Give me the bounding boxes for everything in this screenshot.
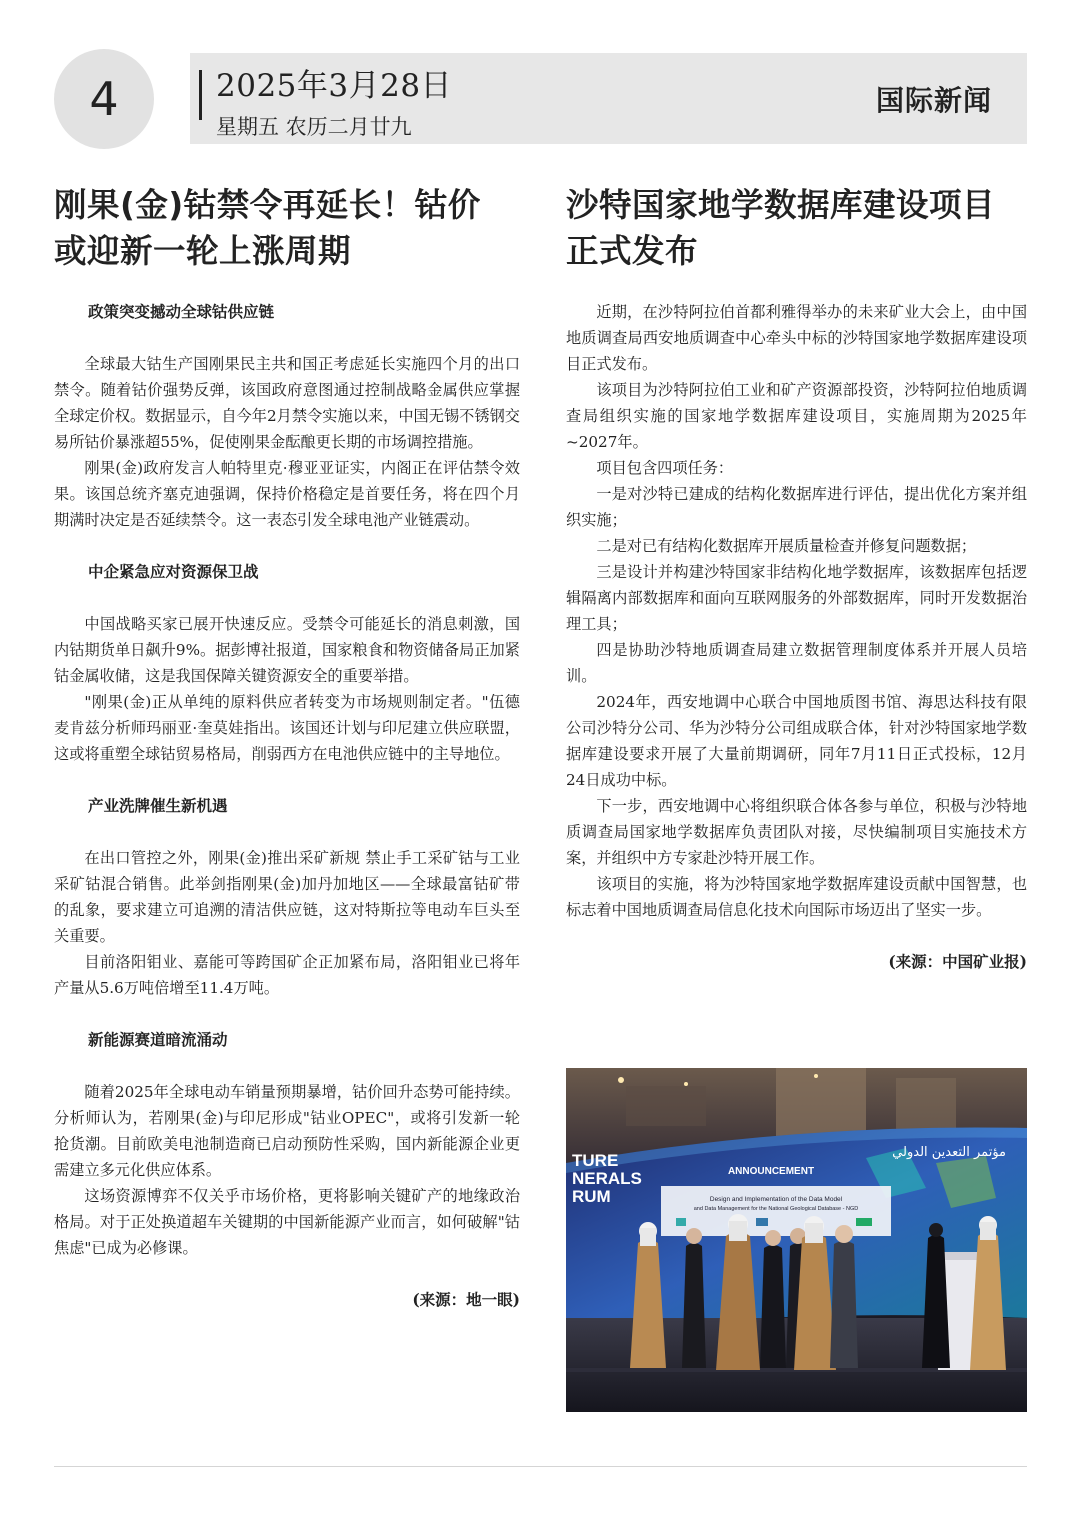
left-article-body xyxy=(54,299,520,1313)
left-article xyxy=(54,182,520,1313)
screen-announcement: ANNOUNCEMENT xyxy=(727,1166,815,1177)
paragraph: 2024年，西安地调中心联合中国地质图书馆、海思达科技有限公司沙特分公司、华为沙特分公司组成联合体，针对沙特国家地学数据库建设要求开展了大量前期调研，同年7月11日正式投标，12月24日成功中标。 xyxy=(566,693,1027,789)
screen-arabic-text: مؤتمر التعدين الدولي xyxy=(892,1145,1006,1160)
event-photo-illustration xyxy=(566,1068,1027,1412)
screen-forum-text-1: TURE xyxy=(572,1151,619,1170)
left-title-line1: 刚果(金)钴禁令再延长！钴价 xyxy=(54,186,481,224)
left-article-title xyxy=(54,182,520,274)
right-article-source: (来源：中国矿业报) xyxy=(888,952,1027,971)
screen-forum-text-3: RUM xyxy=(572,1187,611,1206)
paragraph: 下一步，西安地调中心将组织联合体各参与单位，积极与沙特地质调查局国家地学数据库负责团队对接，尽快编制项目实施技术方案，并组织中方专家赴沙特开展工作。 xyxy=(566,797,1027,867)
footer-rule xyxy=(54,1466,1027,1467)
page-number: 4 xyxy=(54,49,154,149)
paragraph: 中国战略买家已展开快速反应。受禁令可能延长的消息刺激，国内钴期货单日飙升9%。据彭博社报道，国家粮食和物资储备局正加紧钴金属收储，这是我国保障关键资源安全的重要举措。 xyxy=(54,615,520,685)
paragraph: 该项目的实施，将为沙特国家地学数据库建设贡献中国智慧，也标志着中国地质调查局信息化技术向国际市场迈出了坚实一步。 xyxy=(566,875,1027,919)
section-name: 国际新闻 xyxy=(875,84,992,117)
left-title-line2: 或迎新一轮上涨周期 xyxy=(54,232,352,270)
screen-forum-text-2: NERALS xyxy=(572,1169,642,1188)
paragraph: 刚果(金)政府发言人帕特里克·穆亚亚证实，内阁正在评估禁令效果。该国总统齐塞克迪强调，保持价格稳定是首要任务，将在四个月期满时决定是否延续禁令。这一表态引发全球电池产业链震动。 xyxy=(54,459,520,529)
issue-date: 2025年3月28日 xyxy=(216,68,453,104)
paragraph: 这场资源博弈不仅关乎市场价格，更将影响关键矿产的地缘政治格局。对于正处换道超车关键期的中国新能源产业而言，如何破解"钴焦虑"已成为必修课。 xyxy=(54,1187,520,1257)
right-title-line2: 正式发布 xyxy=(566,232,699,270)
paragraph: 四是协助沙特地质调查局建立数据管理制度体系并开展人员培训。 xyxy=(566,641,1027,685)
section-heading: 新能源赛道暗流涌动 xyxy=(88,1030,228,1049)
slide-title-line2: and Data Management for the National Geological Database - NGD xyxy=(693,1206,859,1212)
paragraph: 一是对沙特已建成的结构化数据库进行评估，提出优化方案并组织实施； xyxy=(566,485,1027,529)
section-heading: 产业洗牌催生新机遇 xyxy=(88,796,228,815)
right-title-line1: 沙特国家地学数据库建设项目 xyxy=(566,186,996,224)
right-article-title xyxy=(566,182,1027,274)
event-photo xyxy=(566,1068,1027,1412)
paragraph: 三是设计并构建沙特国家非结构化地学数据库，该数据库包括逻辑隔离内部数据库和面向互联网服务的外部数据库，同时开发数据治理工具； xyxy=(566,563,1027,633)
paragraph: 二是对已有结构化数据库开展质量检查并修复问题数据； xyxy=(596,537,977,555)
paragraph: 随着2025年全球电动车销量预期暴增，钴价回升态势可能持续。分析师认为，若刚果(金)与印尼形成"钴业OPEC"，或将引发新一轮抢货潮。目前欧美电池制造商已启动预防性采购，国内新能源企业更需建立多元化供应体系。 xyxy=(54,1083,520,1179)
issue-weekday-lunar: 星期五 农历二月廿九 xyxy=(216,115,412,139)
left-article-source: (来源：地一眼) xyxy=(412,1290,520,1309)
paragraph: "刚果(金)正从单纯的原料供应者转变为市场规则制定者。"伍德麦肯兹分析师玛丽亚·奎莫娃指出。该国还计划与印尼建立供应联盟，这或将重塑全球钴贸易格局，削弱西方在电池供应链中的主导地位。 xyxy=(54,693,520,763)
paragraph: 项目包含四项任务： xyxy=(596,459,734,477)
right-article xyxy=(566,182,1027,975)
slide-title-line1: Design and Implementation of the Data Model xyxy=(709,1196,843,1203)
section-heading: 中企紧急应对资源保卫战 xyxy=(88,562,259,581)
paragraph: 近期，在沙特阿拉伯首都利雅得举办的未来矿业大会上，由中国地质调查局西安地质调查中心牵头中标的沙特国家地学数据库建设项目正式发布。 xyxy=(566,303,1027,373)
paragraph: 目前洛阳钼业、嘉能可等跨国矿企正加紧布局，洛阳钼业已将年产量从5.6万吨倍增至11.4万吨。 xyxy=(54,953,520,997)
paragraph: 在出口管控之外，刚果(金)推出采矿新规 禁止手工采矿钴与工业采矿钴混合销售。此举剑指刚果(金)加丹加地区——全球最富钴矿带的乱象，要求建立可追溯的清洁供应链，这对特斯拉等电动车巨头至关重要。 xyxy=(54,849,520,945)
date-divider xyxy=(199,70,202,120)
paragraph: 全球最大钴生产国刚果民主共和国正考虑延长实施四个月的出口禁令。随着钴价强势反弹，该国政府意图通过控制战略金属供应掌握全球定价权。数据显示，自今年2月禁令实施以来，中国无锡不锈钢交易所钴价暴涨超55%，促使刚果金酝酿更长期的市场调控措施。 xyxy=(54,355,520,451)
paragraph: 该项目为沙特阿拉伯工业和矿产资源部投资，沙特阿拉伯地质调查局组织实施的国家地学数据库建设项目，实施周期为2025年~2027年。 xyxy=(566,381,1027,451)
right-article-body xyxy=(566,299,1027,975)
section-heading: 政策突变撼动全球钴供应链 xyxy=(88,302,275,321)
